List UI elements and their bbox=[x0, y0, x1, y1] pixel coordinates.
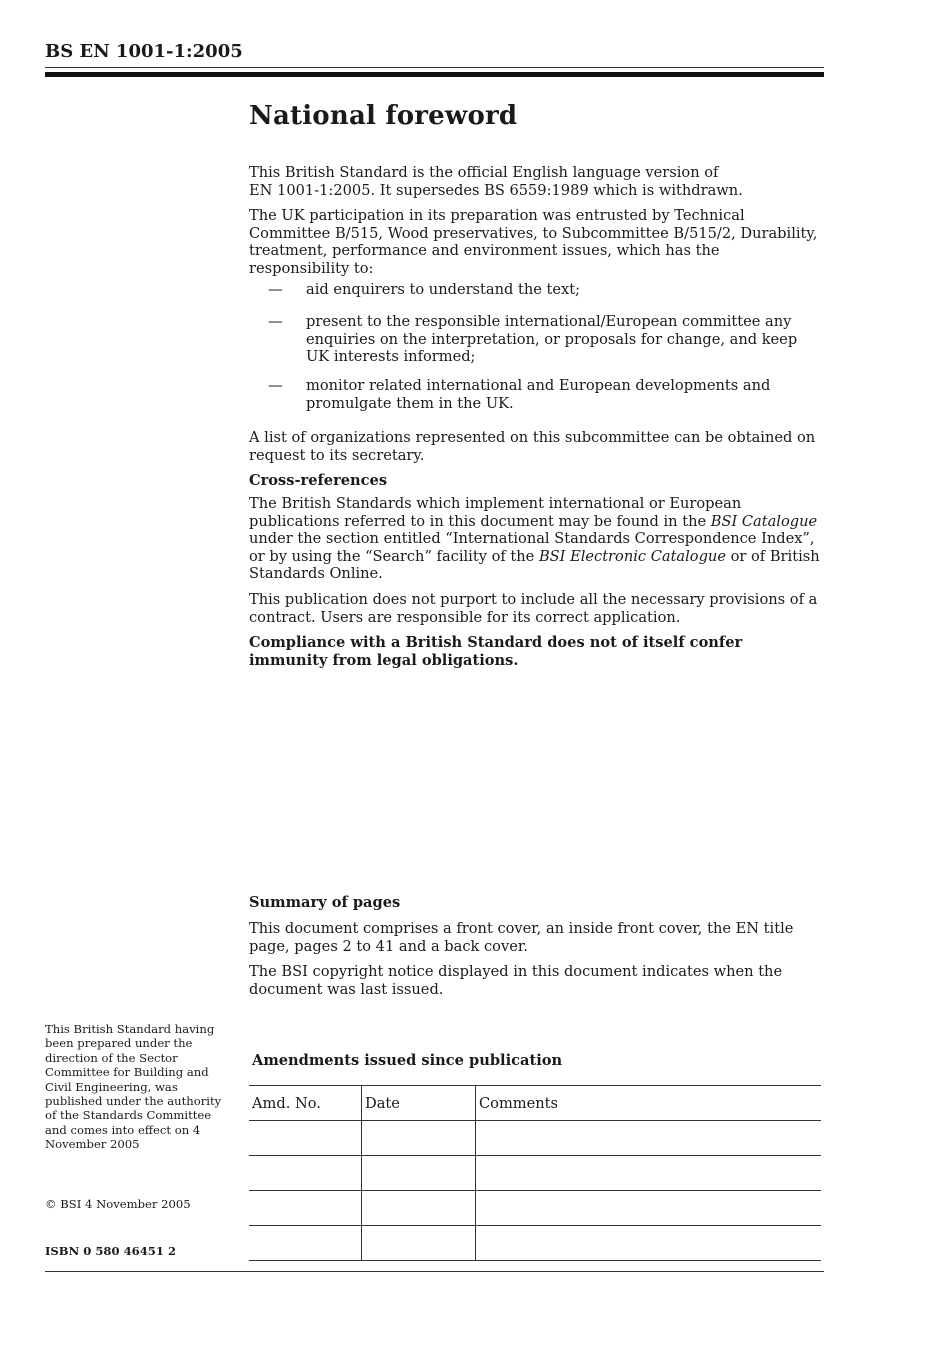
page-title: National foreword bbox=[249, 101, 518, 131]
intro-paragraph-2: The UK participation in its preparation was entrusted by Technical Committee B/515, Wood preservatives, to Subcommittee B/515/2, Durability, treatment, performance and environment issues, which has the responsibility to: bbox=[249, 207, 818, 277]
footer-rule bbox=[45, 1271, 824, 1272]
intro-line-2: EN 1001-1:2005. It supersedes BS 6559:1989 which is withdrawn. bbox=[249, 181, 743, 199]
list-item: aid enquirers to understand the text; bbox=[306, 281, 581, 298]
bullet-dash: — bbox=[268, 281, 283, 298]
organizations-paragraph: A list of organizations represented on this subcommittee can be obtained on request to its secretary. bbox=[249, 429, 816, 464]
isbn: ISBN 0 580 46451 2 bbox=[45, 1244, 177, 1258]
table-row bbox=[249, 1121, 821, 1156]
compliance-statement: Compliance with a British Standard does not of itself confer immunity from legal obligations. bbox=[249, 634, 743, 669]
bullet-dash: — bbox=[268, 313, 283, 330]
provisions-paragraph: This publication does not purport to include all the necessary provisions of a contract. Users are responsible for its correct application. bbox=[249, 591, 818, 626]
list-item: present to the responsible international/European committee any enquiries on the interpretation, or proposals for change, and keep UK interests informed; bbox=[306, 313, 798, 365]
intro-paragraph-1 bbox=[249, 164, 824, 199]
bullet-dash: — bbox=[268, 377, 283, 394]
amendments-header-row bbox=[249, 1086, 821, 1121]
amendments-title: Amendments issued since publication bbox=[252, 1052, 563, 1069]
sidebar-copyright: © BSI 4 November 2005 bbox=[45, 1197, 191, 1211]
list-item: monitor related international and European developments and promulgate them in the UK. bbox=[306, 377, 771, 412]
bsi-catalogue-ref: BSI Catalogue bbox=[710, 512, 818, 530]
table-row bbox=[249, 1191, 821, 1226]
summary-paragraph-2: The BSI copyright notice displayed in this document indicates when the document was last issued. bbox=[249, 963, 783, 998]
cross-references-heading: Cross-references bbox=[249, 472, 388, 489]
summary-paragraph-1: This document comprises a front cover, an inside front cover, the EN title page, pages 2 to 41 and a back cover. bbox=[249, 920, 794, 955]
bsi-electronic-catalogue-ref: BSI Electronic Catalogue bbox=[538, 547, 726, 565]
sidebar-prepared-note: This British Standard having been prepared under the direction of the Sector Committee for Building and Civil Engineering, was published under the authority of the Standards Committee and comes into effect on 4 November 2005 bbox=[45, 1022, 222, 1152]
column-header-date: Date bbox=[362, 1086, 476, 1121]
column-header-comments: Comments bbox=[476, 1086, 822, 1121]
intro-line-1: This British Standard is the official English language version of bbox=[249, 164, 719, 181]
amendments-table bbox=[249, 1085, 821, 1261]
cross-references-paragraph: The British Standards which implement international or European publications referred to in this document may be found in the BSI Catalogue under the section entitled “International Standards Correspondence Index”, or by using the “Search” facility of the BSI Electronic Catalogue or of British Standards Online. bbox=[249, 495, 820, 582]
table-row bbox=[249, 1226, 821, 1261]
table-row bbox=[249, 1156, 821, 1191]
column-header-amd-no: Amd. No. bbox=[249, 1086, 362, 1121]
header-thick-rule bbox=[45, 72, 824, 77]
header-thin-rule bbox=[45, 67, 824, 68]
summary-heading: Summary of pages bbox=[249, 894, 401, 911]
standard-id: BS EN 1001-1:2005 bbox=[45, 41, 243, 62]
